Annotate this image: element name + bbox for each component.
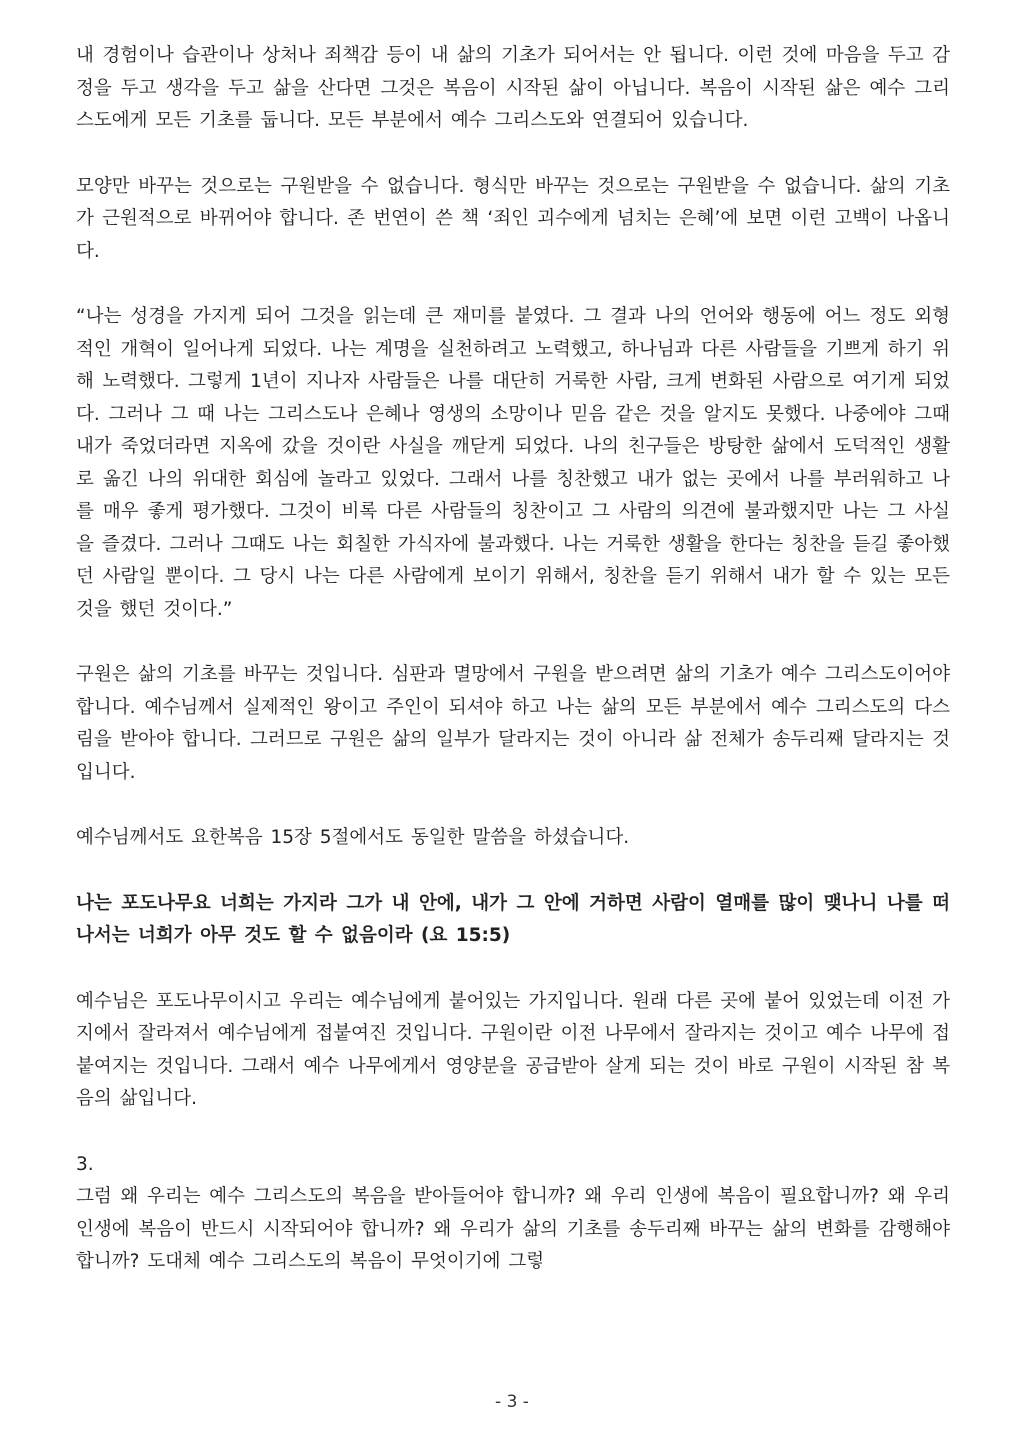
paragraph-form-change: 모양만 바꾸는 것으로는 구원받을 수 없습니다. 형식만 바꾸는 것으로는 구원받을 수 없습니다. 삶의 기초가 근원적으로 바뀌어야 합니다. 존 번연이 쓴 책 ‘죄인 괴수에게 넘치는 은혜’에 보면 이런 고백이 나옵니다.	[76, 175, 950, 262]
quote-bunyan: “나는 성경을 가지게 되어 그것을 읽는데 큰 재미를 붙였다. 그 결과 나의 언어와 행동에 어느 정도 외형적인 개혁이 일어나게 되었다. 나는 계명을 실천하려고 노력했고, 하나님과 다른 사람들을 기쁘게 하기 위해 노력했다. 그렇게 1년이 지나자 사람들은 나를 대단히 거룩한 사람, 크게 변화된 사람으로 여기게 되었다. 그러나 그 때 나는 그리스도나 은혜나 영생의 소망이나 믿음 같은 것을 알지도 못했다. 나중에야 그때 내가 죽었더라면 지옥에 갔을 것이란 사실을 깨닫게 되었다. 나의 친구들은 방탕한 삶에서 도덕적인 생활로 옮긴 나의 위대한 회심에 놀라고 있었다. 그래서 나를 칭찬했고 내가 없는 곳에서 나를 부러워하고 나를 매우 좋게 평가했다. 그것이 비록 다른 사람들의 칭찬이고 그 사람의 의견에 불과했지만 나는 그 사실을 즐겼다. 그러나 그때도 나는 회칠한 가식자에 불과했다. 나는 거룩한 생활을 한다는 칭찬을 듣길 좋아했던 사람일 뿐이다. 그 당시 나는 다른 사람에게 보이기 위해서, 칭찬을 듣기 위해서 내가 할 수 있는 모든 것을 했던 것이다.”	[76, 306, 950, 620]
paragraph-foundation: 내 경험이나 습관이나 상처나 죄책감 등이 내 삶의 기초가 되어서는 안 됩니다. 이런 것에 마음을 두고 감정을 두고 생각을 두고 삶을 산다면 그것은 복음이 시작된 삶이 아닙니다. 복음이 시작된 삶은 예수 그리스도에게 모든 기초를 둡니다. 모든 부분에서 예수 그리스도와 연결되어 있습니다.	[76, 45, 950, 131]
section-number: 3.	[76, 1153, 94, 1175]
paragraph-john-reference: 예수님께서도 요한복음 15장 5절에서도 동일한 말씀을 하셨습니다.	[76, 827, 630, 848]
paragraph-salvation: 구원은 삶의 기초를 바꾸는 것입니다. 심판과 멸망에서 구원을 받으려면 삶의 기초가 예수 그리스도이어야 합니다. 예수님께서 실제적인 왕이고 주인이 되셔야 하고 나는 삶의 모든 부분에서 예수 그리스도의 다스림을 받아야 합니다. 그러므로 구원은 삶의 일부가 달라지는 것이 아니라 삶 전체가 송두리째 달라지는 것입니다.	[76, 664, 950, 783]
paragraph-section-three: 그럼 왜 우리는 예수 그리스도의 복음을 받아들어야 합니까? 왜 우리 인생에 복음이 필요합니까? 왜 우리 인생에 복음이 반드시 시작되어야 합니까? 왜 우리가 삶의 기초를 송두리째 바꾸는 삶의 변화를 감행해야 합니까? 도대체 예수 그리스도의 복음이 무엇이기에 그렇	[76, 1186, 950, 1272]
page-number: - 3 -	[495, 1392, 529, 1412]
scripture-verse: 나는 포도나무요 너희는 가지라 그가 내 안에, 내가 그 안에 거하면 사람이 열매를 많이 맺나니 나를 떠나서는 너희가 아무 것도 할 수 없음이라 (요 15:5)	[76, 892, 950, 946]
paragraph-vine: 예수님은 포도나무이시고 우리는 예수님에게 붙어있는 가지입니다. 원래 다른 곳에 붙어 있었는데 이전 가지에서 잘라져서 예수님에게 접붙여진 것입니다. 구원이란 이전 나무에서 잘라지는 것이고 예수 나무에 접붙여지는 것입니다. 그래서 예수 나무에게서 영양분을 공급받아 살게 되는 것이 바로 구원이 시작된 참 복음의 삶입니다.	[76, 990, 950, 1109]
document-page	[76, 40, 950, 1312]
